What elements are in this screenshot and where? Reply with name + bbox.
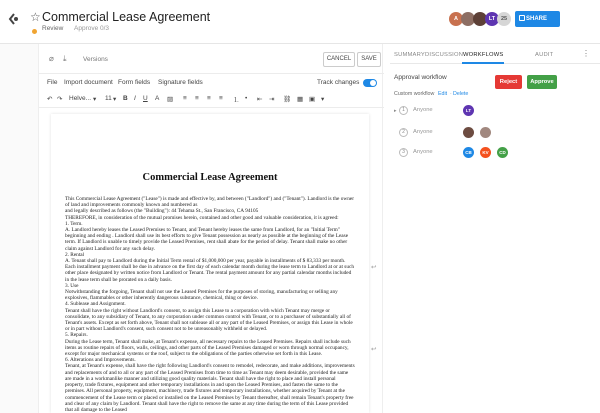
download-icon[interactable]: ⤓: [63, 54, 67, 63]
step-label: Anyone: [413, 129, 433, 135]
step-number: 3: [399, 148, 408, 157]
image-icon[interactable]: ▣: [309, 96, 316, 103]
paragraph: Tenant, at Tenant's expense, shall have the right following Landlord's consent to remodel, redecorate, and make additions, improvements and replacements of and to all or any part of the Leased Premises from time to time as Tenant may deem desirable, provided the same are made in a workmanlike manner and utilizing good quality materials. Tenant shall have the right to place and install personal property, trade fixtures, equipment and other temporary installations in and upon the Leased Premises, and fasten the same to the premises. All personal property, equipment, machinery, trade fixtures and temporary installations, whether acquired by Tenant at the commencement of the Lease term or placed or installed on the Leased Premises by Tenant thereafter, shall remain Tenant's property free and clear of any claim by Landlord. Tenant shall have the right to remove the same at any time during the term of this Lease provided that all damage to the Leased: [65, 363, 355, 413]
side-panel: [390, 44, 600, 413]
paragraph: Notwithstanding the forgoing, Tenant shall not use the Leased Premises for the purposes of storing, manufacturing or selling any explosives, flammables or other inherently dangerous substance, chemical, thing or device.: [65, 289, 338, 302]
approver-avatar[interactable]: CD: [497, 147, 508, 158]
paragraph: and legally described as follows (the "Building"): 44 Tehama St., San Francisco, CA 94105: [65, 208, 259, 215]
document-heading: Commercial Lease Agreement: [142, 172, 278, 183]
format-toolbar: [39, 92, 384, 108]
save-button[interactable]: SAVE: [357, 52, 381, 67]
underline-icon[interactable]: U: [143, 95, 148, 102]
step-number: 2: [399, 128, 408, 137]
paragraph: 3. Use: [65, 282, 79, 289]
align-center-icon[interactable]: ≡: [195, 95, 199, 102]
document-body[interactable]: [65, 196, 355, 413]
status-label: Review: [42, 25, 64, 32]
text-color-icon[interactable]: A: [155, 95, 160, 102]
approver-avatar[interactable]: KV: [480, 147, 491, 158]
menu-form-fields[interactable]: Form fields: [118, 79, 151, 86]
attachment-icon[interactable]: ⌀: [49, 54, 54, 63]
tab-summary[interactable]: SUMMARY: [394, 52, 425, 58]
link-icon[interactable]: ⛓: [283, 96, 292, 103]
bullet-list-icon[interactable]: •: [245, 95, 248, 102]
paragraph: 4. Sublease and Assignment.: [65, 301, 126, 308]
highlight-icon[interactable]: ▨: [167, 96, 174, 103]
menu-file[interactable]: File: [47, 79, 58, 86]
chevron-down-icon: ▾: [113, 96, 117, 103]
tab-discussion[interactable]: DISCUSSION: [425, 52, 464, 58]
approval-count: Approve 0/3: [74, 25, 110, 32]
toggle-knob: [370, 80, 376, 86]
paragraph: A. Landlord hereby leases the Leased Premises to Tenant, and Tenant hereby leases the same from Landlord, for an "Initial Term" beginning and ending . Landlord shall use its best efforts to give Tenant possession as nearly as possible at the beginning of the Lease term. If Landlord is unable to timely provide the Leased Premises, rent shall abate for the period of delay. Tenant shall make no other claim against Landlord for any such delay.: [65, 227, 349, 252]
editor-menu-bar: [39, 76, 384, 90]
font-family-select[interactable]: Helve...: [69, 95, 92, 102]
indent-icon[interactable]: ⇥: [269, 96, 275, 103]
cancel-button[interactable]: CANCEL: [323, 52, 355, 67]
tab-audit[interactable]: AUDIT: [535, 52, 554, 58]
approver-avatar[interactable]: LT: [463, 105, 474, 116]
edit-workflow-link[interactable]: Edit: [438, 91, 448, 97]
versions-button[interactable]: Versions: [83, 56, 108, 63]
paragraph: 5. Repairs.: [65, 332, 88, 339]
align-left-icon[interactable]: ≡: [183, 95, 187, 102]
align-right-icon[interactable]: ≡: [207, 95, 211, 102]
more-options-icon[interactable]: ⋮: [582, 49, 590, 58]
panel-tabs: [390, 44, 600, 64]
share-button[interactable]: [515, 11, 560, 27]
approver-avatar[interactable]: [480, 127, 491, 138]
bold-icon[interactable]: B: [123, 95, 128, 102]
avatar[interactable]: LT: [485, 12, 499, 26]
approve-button[interactable]: Approve: [527, 75, 557, 89]
share-icon: [519, 15, 525, 21]
editor-toolbar: [39, 44, 384, 74]
document-title: Commercial Lease Agreement: [42, 10, 211, 24]
app-header: [0, 0, 600, 44]
justify-icon[interactable]: ≡: [219, 95, 223, 102]
avatar[interactable]: A: [449, 12, 463, 26]
star-icon[interactable]: ☆: [30, 10, 41, 24]
step-number: 1: [399, 106, 408, 115]
status-dot-icon: [32, 29, 37, 34]
menu-signature-fields[interactable]: Signature fields: [158, 79, 203, 86]
paragraph: Tenant shall have the right without Landlord's consent, to assign this Lease to a corporation with which Tenant may merge or consolidate, to any subsidiary of Tenant, to any corporation under common control with Tenant, or to a purchaser of substantially all of Tenant's assets. Except as set forth above, Tenant shall not sublease all or any part of the Leased Premises, or assign this Lease in whole or in part without Landlord's consent, such consent not to be unreasonably withheld or delayed.: [65, 307, 353, 333]
track-changes-toggle[interactable]: [363, 79, 377, 87]
tab-workflows[interactable]: WORKFLOWS: [463, 52, 504, 58]
app-logo-icon[interactable]: [8, 13, 20, 25]
paragraph: THEREFORE, in consideration of the mutual promises herein, contained and other good and valuable consideration, it is agreed:: [65, 214, 339, 221]
paragraph: During the Lease term, Tenant shall make, at Tenant's expense, all necessary repairs to the Leased Premises. Repairs shall include such items as routine repairs of floors, walls, ceilings, and other parts of the Leased Premises damaged or worn through normal occupancy, except for major mechanical systems or the roof, subject to the obligations of the parties otherwise set forth in this Lease.: [65, 338, 351, 358]
more-icon[interactable]: ▾: [321, 96, 325, 103]
reject-button[interactable]: Reject: [495, 75, 522, 89]
step-label: Anyone: [413, 107, 433, 113]
comment-link-icon[interactable]: ↩: [371, 346, 377, 353]
paragraph: 2. Rental: [65, 251, 85, 258]
outdent-icon[interactable]: ⇤: [257, 96, 263, 103]
document-page[interactable]: [51, 114, 369, 413]
redo-icon[interactable]: ↷: [57, 96, 63, 103]
italic-icon[interactable]: I: [134, 95, 136, 102]
link-separator: ·: [450, 91, 452, 97]
more-collaborators-count[interactable]: 25: [497, 12, 511, 26]
approver-avatar[interactable]: [463, 127, 474, 138]
active-tab-indicator: [462, 62, 504, 64]
approver-avatar[interactable]: CB: [463, 147, 474, 158]
paragraph: This Commercial Lease Agreement ("Lease") is made and effective by, and between ("Landlord") and ("Tenant"). Landlord is the owner of land and improvements commonly known and numbered as: [65, 196, 354, 209]
share-label: SHARE: [526, 16, 548, 22]
track-changes-label: Track changes: [317, 79, 360, 86]
caret-right-icon[interactable]: ▸: [394, 108, 397, 114]
undo-icon[interactable]: ↶: [47, 96, 53, 103]
step-label: Anyone: [413, 149, 433, 155]
paragraph: 1. Term.: [65, 220, 83, 227]
menu-import-document[interactable]: Import document: [64, 79, 113, 86]
approval-workflow-title: Approval workflow: [394, 74, 447, 81]
paragraph: 6. Alterations and Improvements.: [65, 357, 136, 364]
paragraph: A. Tenant shall pay to Landlord during the Initial Term rental of $1,000,000 per year, payable in installments of $ 83,333 per month. Each installment payment shall be due in advance on the first day of each calendar month during the lease term to Landlord at or at such other place designated by written notice from Landlord or Tenant. The rental payment amount for any partial calendar months included in the lease term shall be prorated on a daily basis.: [65, 258, 355, 283]
custom-workflow-label: Custom workflow: [394, 91, 435, 97]
table-icon[interactable]: ▦: [297, 96, 304, 103]
chevron-down-icon: ▾: [93, 96, 97, 103]
comment-link-icon[interactable]: ↩: [371, 264, 377, 271]
left-margin: [0, 44, 38, 413]
font-size-select[interactable]: 11: [105, 95, 112, 102]
editor-area: [38, 44, 383, 413]
ordered-list-icon[interactable]: ⒈: [233, 97, 240, 104]
delete-workflow-link[interactable]: Delete: [453, 91, 469, 97]
